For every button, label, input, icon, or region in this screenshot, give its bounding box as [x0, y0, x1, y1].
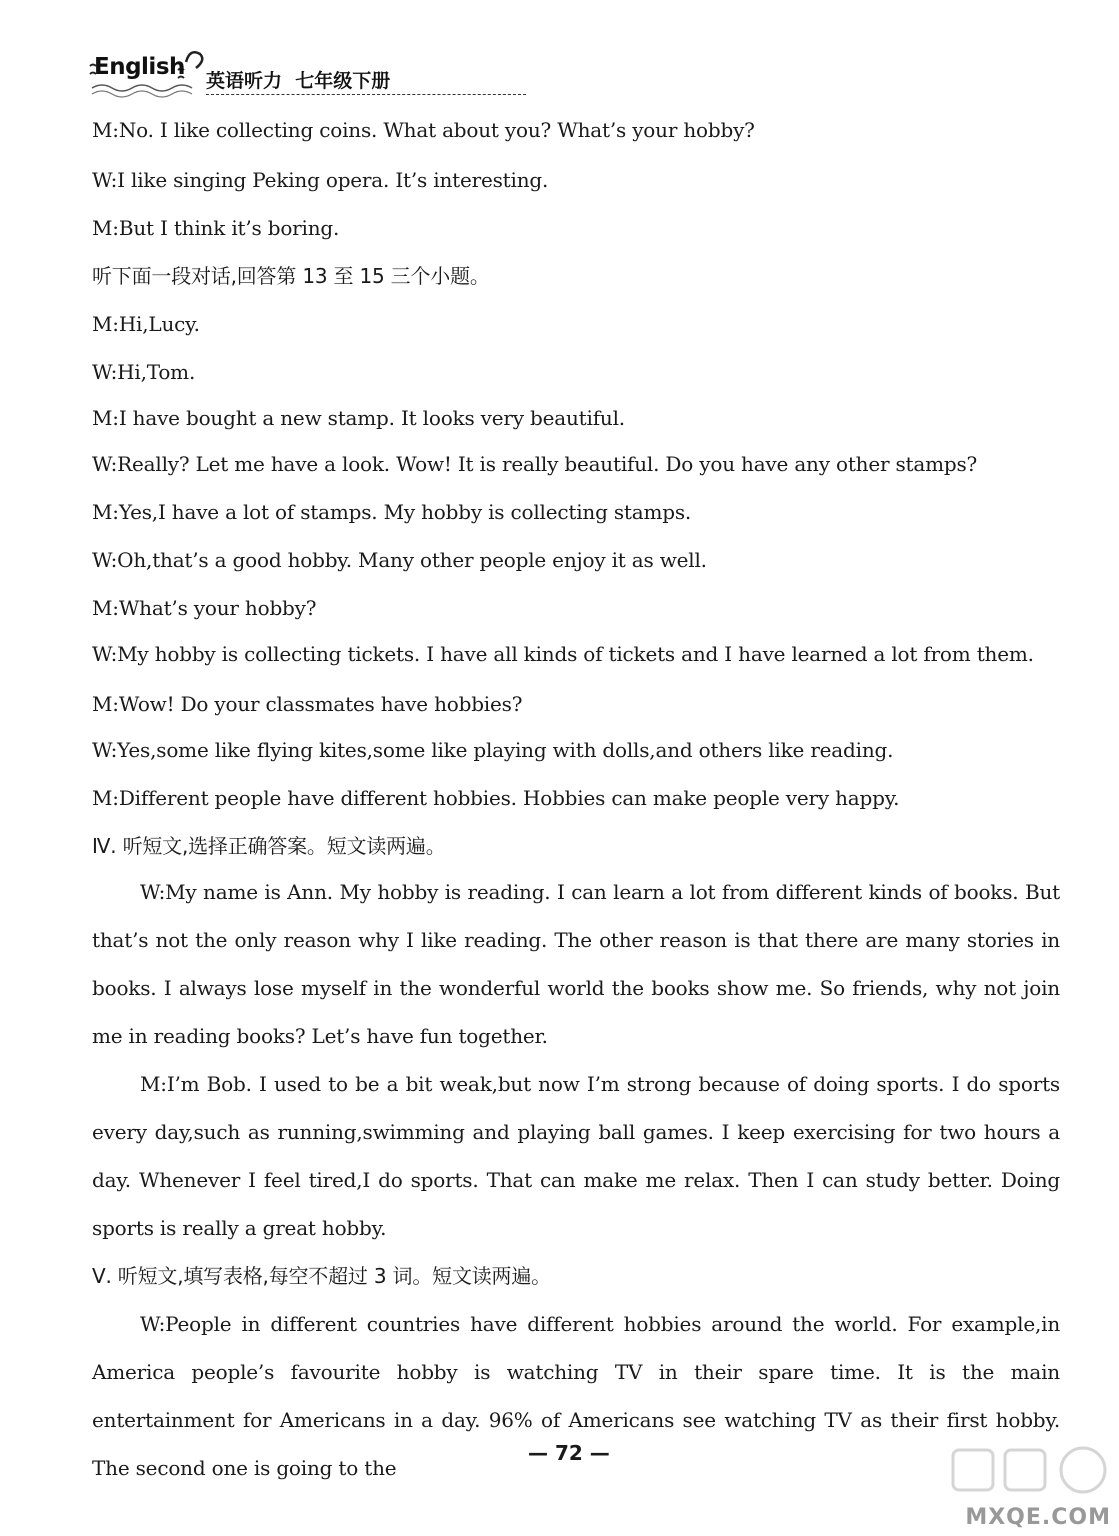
- section-4-heading: Ⅳ. 听短文,选择正确答案。短文读两遍。: [92, 834, 446, 858]
- book-title: 英语听力 七年级下册: [206, 70, 391, 92]
- dialogue-line: W:Oh,that’s a good hobby. Many other people enjoy it as well.: [92, 548, 707, 572]
- dialogue-line: M:Yes,I have a lot of stamps. My hobby is collecting stamps.: [92, 500, 692, 524]
- dialogue-line: W:I like singing Peking opera. It’s interesting.: [92, 168, 549, 192]
- dialogue-line: W:My hobby is collecting tickets. I have all kinds of tickets and I have learned a lot from them.: [92, 642, 1034, 666]
- section-5-heading: Ⅴ. 听短文,填写表格,每空不超过 3 词。短文读两遍。: [92, 1264, 551, 1288]
- dialogue-line: M:I have bought a new stamp. It looks very beautiful.: [92, 406, 625, 430]
- logo-text: English: [94, 54, 185, 80]
- dialogue-line: M:Wow! Do your classmates have hobbies?: [92, 692, 523, 716]
- passage-ann: W:My name is Ann. My hobby is reading. I can learn a lot from different kinds of books. But that’s not the only reason why I like reading. The other reason is that there are many stories in books. I always lose myself in the wonderful world the books show me. So friends, why not join me in reading books? Let’s have fun together.: [92, 880, 1060, 1048]
- passage-bob: M:I’m Bob. I used to be a bit weak,but now I’m strong because of doing sports. I do sports every day,such as running,swimming and playing ball games. I keep exercising for two hours a day. Whenever I feel tired,I do sports. That can make me relax. Then I can study better. Doing sports is really a great hobby.: [92, 1072, 1060, 1240]
- dialogue-line: M:But I think it’s boring.: [92, 216, 340, 240]
- dialogue-line: M:What’s your hobby?: [92, 596, 317, 620]
- watermark-text: MXQE.COM: [965, 1505, 1111, 1530]
- dialogue-line: M:Hi,Lucy.: [92, 312, 200, 336]
- page-number: — 72 —: [528, 1441, 610, 1465]
- dialogue-line: M:Different people have different hobbies. Hobbies can make people very happy.: [92, 786, 900, 810]
- dialogue-line: W:Hi,Tom.: [92, 360, 196, 384]
- dialogue-line: W:Really? Let me have a look. Wow! It is really beautiful. Do you have any other stamps?: [92, 452, 978, 476]
- page-header: [88, 44, 448, 100]
- passage-hobbies-world: W:People in different countries have different hobbies around the world. For example,in America people’s favourite hobby is watching TV in their spare time. It is the main entertainment for Americans in a day. 96% of Americans see watching TV as their first hobby. The second one is going to the: [92, 1312, 1060, 1480]
- instruction-line: 听下面一段对话,回答第 13 至 15 三个小题。: [92, 264, 490, 288]
- header-divider: [206, 94, 526, 95]
- dialogue-line: W:Yes,some like flying kites,some like playing with dolls,and others like reading.: [92, 738, 894, 762]
- dialogue-line: M:No. I like collecting coins. What about you? What’s your hobby?: [92, 118, 755, 142]
